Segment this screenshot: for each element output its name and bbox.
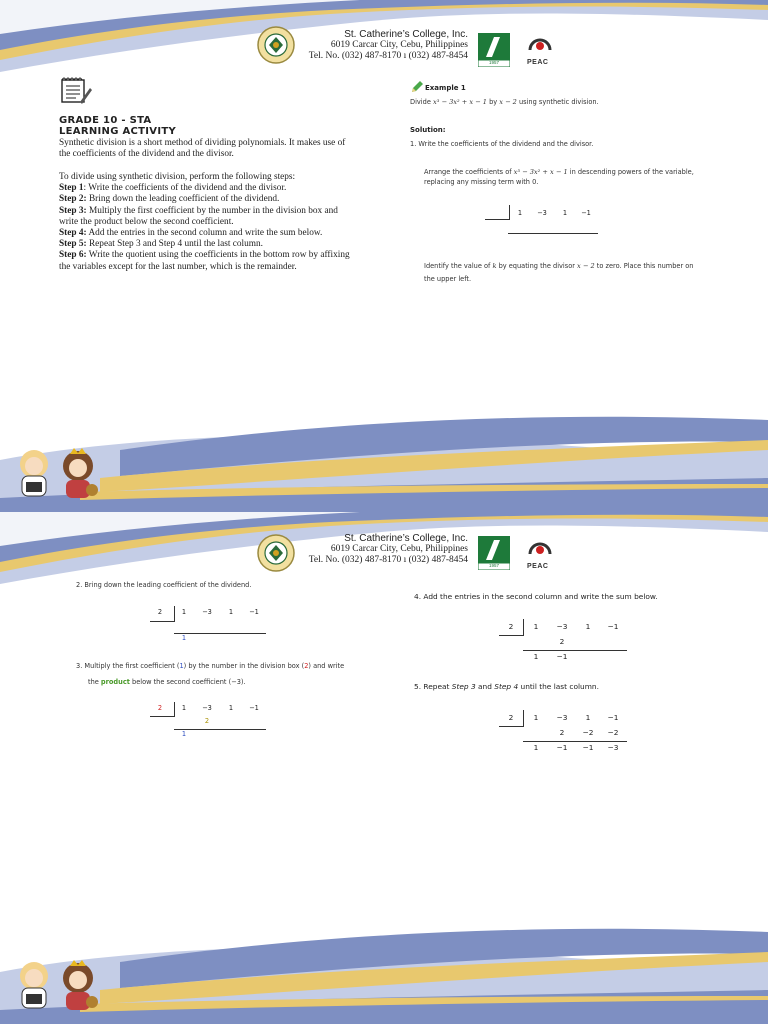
bottom-cell: 1 [181, 730, 187, 738]
peac-label: PEAC [527, 563, 549, 570]
coefficient-cell: 1 [562, 209, 568, 217]
product-cell: 2 [559, 728, 565, 737]
activity-title: LEARNING ACTIVITY [59, 126, 177, 137]
step-2-text: 2. Bring down the leading coefficient of the dividend. [76, 581, 252, 589]
header-text-block [309, 533, 468, 566]
coefficient-cell: 1 [533, 622, 539, 631]
bottom-cell: 1 [533, 743, 539, 752]
divisor-cell: 2 [508, 622, 514, 631]
step-line: Step 3: Multiply the first coefficient by the number in the division box and [59, 205, 338, 216]
step-line: Step 1: Write the coefficients of the dividend and the divisor. [59, 183, 287, 194]
coefficient-cell: 1 [181, 608, 187, 616]
divisor-cell: 2 [157, 704, 163, 712]
coefficient-cell: −3 [202, 608, 212, 616]
school-name: St. Catherine’s College, Inc. [344, 29, 468, 40]
product-cell: 2 [559, 637, 565, 646]
coefficient-cell: −1 [249, 608, 259, 616]
step-line: Step 5: Repeat Step 3 and Step 4 until the last column. [59, 239, 263, 250]
coefficient-cell: −1 [581, 209, 591, 217]
school-name: St. Catherine’s College, Inc. [344, 533, 468, 544]
peac-logo-icon [527, 34, 553, 66]
bottom-cell: −1 [556, 652, 568, 661]
product-cell: −2 [582, 728, 594, 737]
coefficient-cell: −3 [537, 209, 547, 217]
step-line: the variables except for the last number, which is the remainder. [59, 261, 297, 272]
badge-year: 1957 [488, 563, 499, 568]
peac-label: PEAC [527, 59, 549, 66]
divisor-cell: 2 [157, 608, 163, 616]
bottom-wave-decoration [0, 892, 768, 1024]
jubilee-badge-icon [478, 33, 510, 67]
steps-intro: To divide using synthetic division, perform the following steps: [59, 172, 296, 182]
step-5-text: 5. Repeat Step 3 and Step 4 until the last column. [414, 682, 599, 691]
intro-line: Synthetic division is a short method of dividing polynomials. It makes use of [59, 138, 346, 148]
step-line: Step 4: Add the entries in the second column and write the sum below. [59, 228, 323, 239]
grade-title: GRADE 10 - STA [59, 115, 152, 126]
coefficient-cell: 1 [585, 713, 591, 722]
school-phone: Tel. No. (032) 487-8170 ı (032) 487-8454 [308, 51, 468, 61]
step-line: Step 2: Bring down the leading coefficient of the dividend. [59, 194, 280, 205]
step-line: write the product below the second coefficient. [59, 216, 234, 227]
coefficient-cell: 1 [517, 209, 523, 217]
header-text-block [309, 29, 468, 62]
coefficient-cell: 1 [585, 622, 591, 631]
school-seal-icon [256, 533, 296, 578]
bottom-wave-decoration [0, 380, 768, 512]
steps-block [59, 172, 379, 273]
jubilee-badge-icon [478, 536, 510, 570]
school-phone: Tel. No. (032) 487-8170 ı (032) 487-8454 [308, 555, 468, 565]
bottom-cell: 1 [533, 652, 539, 661]
coefficient-cell: −1 [249, 704, 259, 712]
coefficient-cell: −3 [556, 713, 568, 722]
notepad-icon [60, 76, 92, 111]
intro-paragraph [59, 138, 379, 160]
top-wave-decoration [0, 512, 768, 632]
coefficient-cell: −3 [202, 704, 212, 712]
step-4-text: 4. Add the entries in the second column and write the sum below. [414, 592, 658, 601]
bottom-cell: −1 [556, 743, 568, 752]
product-cell: −2 [607, 728, 619, 737]
school-seal-icon [256, 25, 296, 70]
bottom-cell: −1 [582, 743, 594, 752]
identify-instruction: Identify the value of k by equating the divisor x − 2 to zero. Place this number on the upper left. [424, 262, 694, 283]
coefficient-cell: −1 [607, 622, 619, 631]
intro-line: the coefficients of the dividend and the divisor. [59, 149, 234, 160]
coefficient-cell: 1 [533, 713, 539, 722]
bottom-cell: 1 [181, 634, 187, 642]
coefficient-cell: −1 [607, 713, 619, 722]
example-problem: Divide x³ − 3x² + x − 1 by x − 2 using synthetic division. [410, 98, 599, 106]
saints-mascot-icon [12, 446, 102, 507]
divisor-cell: 2 [508, 713, 514, 722]
step-line: Step 6: Write the quotient using the coefficients in the bottom row by affixing [59, 250, 350, 261]
coefficient-cell: 1 [181, 704, 187, 712]
coefficient-cell: −3 [556, 622, 568, 631]
peac-logo-icon [527, 538, 553, 570]
coefficient-cell: 1 [228, 704, 234, 712]
page-2 [0, 512, 768, 1024]
school-address: 6019 Carcar City, Cebu, Philippines [330, 40, 468, 50]
example-title: Example 1 [425, 84, 466, 92]
example-step-1: 1. Write the coefficients of the dividend and the divisor. [410, 140, 594, 148]
product-cell: 2 [204, 717, 210, 725]
saints-mascot-icon [12, 958, 102, 1019]
step-3-text: 3. Multiply the first coefficient (1) by the number in the division box (2) and write the product below the second coefficient (−3). [76, 662, 345, 686]
school-address: 6019 Carcar City, Cebu, Philippines [330, 544, 468, 554]
remainder-cell: −3 [607, 743, 619, 752]
coefficient-cell: 1 [228, 608, 234, 616]
arrange-instruction: Arrange the coefficients of x³ − 3x² + x − 1 in descending powers of the variable, replacing any missing term with 0. [424, 168, 694, 186]
badge-year: 1957 [488, 60, 499, 65]
solution-label: Solution: [410, 126, 446, 134]
